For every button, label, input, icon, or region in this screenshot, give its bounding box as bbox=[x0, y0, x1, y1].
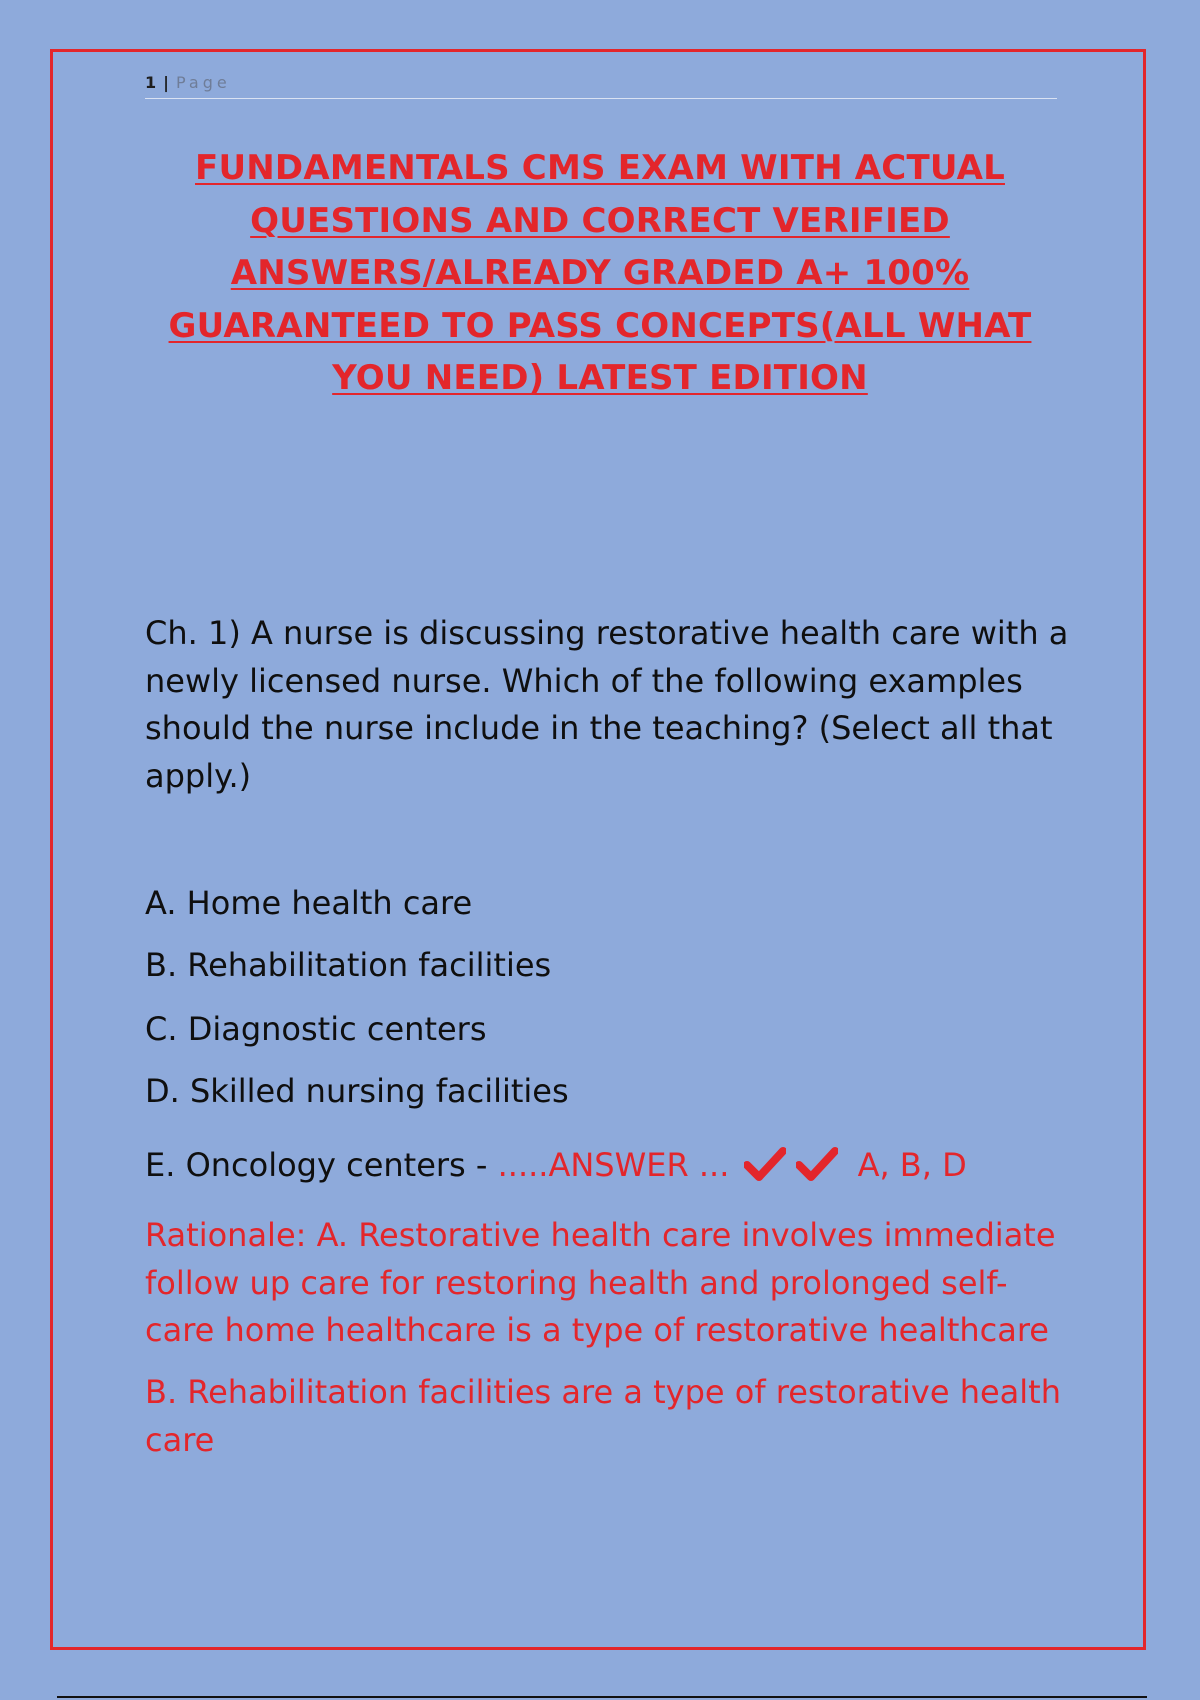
question-text: Ch. 1) A nurse is discussing restorative health care with a newly licensed nurse. Which of the following examples should the nurse include in the teaching? (Select all that apply.) bbox=[145, 614, 1069, 795]
rationale-a: Rationale: A. Restorative health care involves immediate follow up care for restoring health and prolonged self-care home healthcare is a type of restorative healthcare bbox=[145, 1216, 1056, 1349]
check-icon bbox=[744, 1147, 786, 1181]
document-title: FUNDAMENTALS CMS EXAM WITH ACTUAL QUESTIONS AND CORRECT VERIFIED ANSWERS/ALREADY GRADED A+ 100% GUARANTEED TO PASS CONCEPTS(ALL WHAT YOU NEED) LATEST EDITION bbox=[168, 148, 1032, 398]
page-number: 1 bbox=[145, 73, 158, 92]
option-b: B. Rehabilitation facilities bbox=[145, 946, 552, 984]
option-d: D. Skilled nursing facilities bbox=[145, 1072, 569, 1110]
option-e-with-answer bbox=[145, 1143, 967, 1187]
option-a: A. Home health care bbox=[145, 884, 473, 922]
page-word: Page bbox=[175, 73, 231, 92]
answer-values: A, B, D bbox=[857, 1146, 967, 1184]
answer-marker: .....ANSWER ... bbox=[497, 1146, 730, 1184]
bottom-divider bbox=[57, 1696, 1147, 1698]
check-icon bbox=[796, 1147, 838, 1181]
option-e: E. Oncology centers - bbox=[145, 1146, 498, 1184]
page-header bbox=[145, 70, 1057, 99]
rationale-b: B. Rehabilitation facilities are a type of restorative health care bbox=[145, 1373, 1061, 1459]
page-separator: | bbox=[163, 73, 170, 92]
option-c: C. Diagnostic centers bbox=[145, 1010, 487, 1048]
